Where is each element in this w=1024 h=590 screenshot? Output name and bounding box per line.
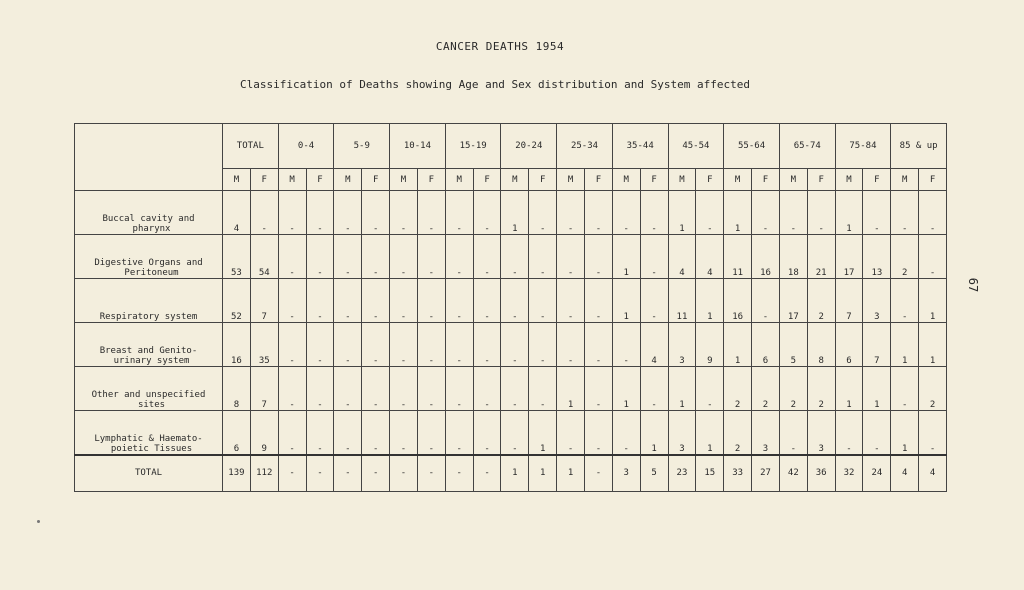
table-cell: 3 bbox=[752, 411, 780, 455]
total-cell: 112 bbox=[250, 455, 278, 492]
total-cell: - bbox=[306, 455, 334, 492]
page-number: 67 bbox=[966, 277, 981, 293]
table-cell: 1 bbox=[891, 323, 919, 367]
sex-header-female: F bbox=[807, 169, 835, 191]
table-cell: - bbox=[390, 235, 418, 279]
total-cell: 23 bbox=[668, 455, 696, 492]
sex-header-female: F bbox=[585, 169, 613, 191]
table-cell: - bbox=[445, 235, 473, 279]
sex-header-male: M bbox=[445, 169, 473, 191]
table-cell: 8 bbox=[223, 367, 251, 411]
table-cell: 7 bbox=[250, 367, 278, 411]
table-cell: 35 bbox=[250, 323, 278, 367]
total-cell: 5 bbox=[640, 455, 668, 492]
total-cell: 36 bbox=[807, 455, 835, 492]
table-cell: - bbox=[390, 191, 418, 235]
sex-header-male: M bbox=[334, 169, 362, 191]
total-cell: 33 bbox=[724, 455, 752, 492]
row-label bbox=[75, 235, 223, 279]
table-cell: - bbox=[362, 191, 390, 235]
table-cell: - bbox=[501, 279, 529, 323]
table-cell: - bbox=[278, 235, 306, 279]
total-cell: - bbox=[417, 455, 445, 492]
age-group-header: 55-64 bbox=[724, 124, 780, 169]
table-cell: - bbox=[501, 411, 529, 455]
table-cell: - bbox=[473, 323, 501, 367]
table-cell: - bbox=[585, 235, 613, 279]
table-cell: - bbox=[585, 367, 613, 411]
table-cell: 1 bbox=[529, 411, 557, 455]
total-cell: 4 bbox=[919, 455, 947, 492]
age-group-header: 5-9 bbox=[334, 124, 390, 169]
total-cell: 32 bbox=[835, 455, 863, 492]
table-cell: - bbox=[278, 367, 306, 411]
table-cell: 1 bbox=[863, 367, 891, 411]
table-cell: 1 bbox=[835, 191, 863, 235]
table-cell: - bbox=[390, 279, 418, 323]
sex-header-male: M bbox=[278, 169, 306, 191]
table-cell: - bbox=[473, 191, 501, 235]
row-label bbox=[75, 323, 223, 367]
table-cell: - bbox=[640, 279, 668, 323]
table-cell: - bbox=[473, 367, 501, 411]
table-cell: 1 bbox=[696, 279, 724, 323]
sex-header-female: F bbox=[752, 169, 780, 191]
table-cell: - bbox=[640, 191, 668, 235]
table-cell: - bbox=[612, 411, 640, 455]
table-cell: 13 bbox=[863, 235, 891, 279]
sex-header-female: F bbox=[640, 169, 668, 191]
table-cell: 2 bbox=[724, 367, 752, 411]
row-label-line1: Lymphatic & Haemato- bbox=[94, 433, 203, 444]
table-row bbox=[75, 323, 947, 367]
table-cell: - bbox=[445, 411, 473, 455]
table-cell: - bbox=[807, 191, 835, 235]
table-cell: 16 bbox=[223, 323, 251, 367]
table-cell: - bbox=[696, 191, 724, 235]
table-cell: 9 bbox=[696, 323, 724, 367]
table-cell: 4 bbox=[223, 191, 251, 235]
table-cell: - bbox=[334, 367, 362, 411]
table-cell: - bbox=[640, 367, 668, 411]
table-cell: - bbox=[919, 191, 947, 235]
age-group-header: TOTAL bbox=[223, 124, 279, 169]
row-label-line2: sites bbox=[137, 400, 166, 410]
sex-header-male: M bbox=[779, 169, 807, 191]
scan-speck bbox=[37, 520, 40, 523]
table-cell: - bbox=[557, 235, 585, 279]
sex-header-male: M bbox=[223, 169, 251, 191]
table-cell: 2 bbox=[891, 235, 919, 279]
age-group-header: 85 & up bbox=[891, 124, 947, 169]
table-cell: - bbox=[752, 191, 780, 235]
table-cell: - bbox=[445, 279, 473, 323]
table-row bbox=[75, 411, 947, 455]
table-cell: - bbox=[362, 235, 390, 279]
age-group-header: 75-84 bbox=[835, 124, 891, 169]
table-cell: - bbox=[362, 411, 390, 455]
row-label bbox=[75, 367, 223, 411]
total-cell: 1 bbox=[557, 455, 585, 492]
cancer-deaths-table bbox=[74, 123, 947, 492]
total-cell: 15 bbox=[696, 455, 724, 492]
table-cell: 6 bbox=[223, 411, 251, 455]
table-cell: 17 bbox=[779, 279, 807, 323]
table-cell: 1 bbox=[501, 191, 529, 235]
table-cell: - bbox=[417, 279, 445, 323]
age-group-header: 25-34 bbox=[557, 124, 613, 169]
table-cell: - bbox=[891, 279, 919, 323]
table-cell: - bbox=[891, 367, 919, 411]
total-cell: 1 bbox=[501, 455, 529, 492]
table-cell: - bbox=[529, 323, 557, 367]
table-cell: - bbox=[863, 191, 891, 235]
age-group-header: 45-54 bbox=[668, 124, 724, 169]
table-row bbox=[75, 235, 947, 279]
table-cell: - bbox=[306, 191, 334, 235]
total-label: TOTAL bbox=[75, 455, 223, 492]
total-row bbox=[75, 455, 947, 492]
table-cell: - bbox=[919, 235, 947, 279]
table-cell: 9 bbox=[250, 411, 278, 455]
table-cell: - bbox=[557, 191, 585, 235]
sex-header-male: M bbox=[835, 169, 863, 191]
table-cell: - bbox=[390, 323, 418, 367]
row-label bbox=[75, 279, 223, 323]
header-corner bbox=[75, 124, 223, 191]
table-cell: 21 bbox=[807, 235, 835, 279]
total-cell: 27 bbox=[752, 455, 780, 492]
table-cell: 1 bbox=[612, 279, 640, 323]
table-cell: 2 bbox=[779, 367, 807, 411]
row-label-line2: urinary system bbox=[113, 356, 190, 366]
table-cell: - bbox=[334, 411, 362, 455]
sex-header-male: M bbox=[612, 169, 640, 191]
table-cell: - bbox=[752, 279, 780, 323]
table-cell: 1 bbox=[668, 191, 696, 235]
table-cell: 1 bbox=[919, 279, 947, 323]
table-subtitle: Classification of Deaths showing Age and Sex distribution and System affected bbox=[240, 78, 750, 91]
table-cell: 16 bbox=[752, 235, 780, 279]
table-cell: - bbox=[919, 411, 947, 455]
total-cell: 1 bbox=[529, 455, 557, 492]
table-cell: - bbox=[445, 191, 473, 235]
row-label-line1: Buccal cavity and bbox=[102, 214, 195, 224]
age-group-header: 0-4 bbox=[278, 124, 334, 169]
table-cell: - bbox=[557, 323, 585, 367]
table-cell: - bbox=[696, 367, 724, 411]
age-group-header: 65-74 bbox=[779, 124, 835, 169]
table-cell: - bbox=[445, 367, 473, 411]
total-cell: 24 bbox=[863, 455, 891, 492]
table-cell: 1 bbox=[640, 411, 668, 455]
table-cell: 4 bbox=[668, 235, 696, 279]
table-cell: - bbox=[278, 191, 306, 235]
table-cell: 1 bbox=[891, 411, 919, 455]
table-cell: - bbox=[417, 235, 445, 279]
row-label-line1: Breast and Genito- bbox=[99, 346, 198, 356]
table-cell: 53 bbox=[223, 235, 251, 279]
sex-header-male: M bbox=[891, 169, 919, 191]
table-cell: 1 bbox=[612, 235, 640, 279]
table-cell: - bbox=[501, 323, 529, 367]
table-cell: - bbox=[306, 235, 334, 279]
age-group-header: 15-19 bbox=[445, 124, 501, 169]
table-cell: - bbox=[863, 411, 891, 455]
table-cell: - bbox=[306, 279, 334, 323]
table-cell: - bbox=[250, 191, 278, 235]
table-cell: 16 bbox=[724, 279, 752, 323]
table-row bbox=[75, 367, 947, 411]
row-label-line1: Respiratory system bbox=[99, 312, 198, 322]
table-cell: 1 bbox=[835, 367, 863, 411]
table-cell: - bbox=[529, 235, 557, 279]
total-cell: - bbox=[445, 455, 473, 492]
sex-header-female: F bbox=[919, 169, 947, 191]
row-label-line1: Other and unspecified bbox=[91, 390, 206, 400]
total-cell: 139 bbox=[223, 455, 251, 492]
sex-header-male: M bbox=[390, 169, 418, 191]
table-cell: - bbox=[278, 323, 306, 367]
table-cell: 6 bbox=[835, 323, 863, 367]
table-cell: - bbox=[779, 191, 807, 235]
row-label-line2: pharynx bbox=[132, 224, 171, 234]
table-cell: - bbox=[306, 367, 334, 411]
table-cell: - bbox=[557, 411, 585, 455]
table-cell: - bbox=[779, 411, 807, 455]
table-cell: - bbox=[529, 191, 557, 235]
table-cell: - bbox=[640, 235, 668, 279]
table-cell: - bbox=[362, 279, 390, 323]
table-cell: - bbox=[612, 191, 640, 235]
table-cell: - bbox=[334, 191, 362, 235]
table-cell: - bbox=[585, 191, 613, 235]
total-cell: - bbox=[390, 455, 418, 492]
sex-header-female: F bbox=[473, 169, 501, 191]
table-cell: 3 bbox=[668, 411, 696, 455]
table-cell: - bbox=[529, 279, 557, 323]
sex-header-female: F bbox=[306, 169, 334, 191]
sex-header-male: M bbox=[557, 169, 585, 191]
table-cell: 1 bbox=[696, 411, 724, 455]
sex-header-male: M bbox=[501, 169, 529, 191]
table-cell: 4 bbox=[696, 235, 724, 279]
table-cell: 7 bbox=[250, 279, 278, 323]
age-group-header: 10-14 bbox=[390, 124, 446, 169]
total-cell: - bbox=[278, 455, 306, 492]
table-cell: - bbox=[585, 279, 613, 323]
table-cell: 2 bbox=[752, 367, 780, 411]
table-cell: 18 bbox=[779, 235, 807, 279]
table-cell: 54 bbox=[250, 235, 278, 279]
table-cell: 11 bbox=[668, 279, 696, 323]
table-row bbox=[75, 279, 947, 323]
table-cell: - bbox=[278, 279, 306, 323]
table-cell: 7 bbox=[863, 323, 891, 367]
table-cell: 1 bbox=[557, 367, 585, 411]
total-cell: - bbox=[473, 455, 501, 492]
sex-header-male: M bbox=[668, 169, 696, 191]
table-cell: - bbox=[278, 411, 306, 455]
table-cell: - bbox=[891, 191, 919, 235]
table-cell: - bbox=[362, 323, 390, 367]
table-cell: - bbox=[835, 411, 863, 455]
page-title: CANCER DEATHS 1954 bbox=[435, 40, 565, 53]
table-cell: - bbox=[334, 323, 362, 367]
table-cell: 2 bbox=[807, 367, 835, 411]
table-cell: 4 bbox=[640, 323, 668, 367]
total-cell: - bbox=[362, 455, 390, 492]
table-cell: 1 bbox=[919, 323, 947, 367]
table-cell: - bbox=[501, 367, 529, 411]
table-cell: - bbox=[585, 411, 613, 455]
table-cell: - bbox=[501, 235, 529, 279]
table-cell: - bbox=[585, 323, 613, 367]
sex-header-female: F bbox=[362, 169, 390, 191]
total-cell: 3 bbox=[612, 455, 640, 492]
table-cell: 6 bbox=[752, 323, 780, 367]
total-cell: - bbox=[585, 455, 613, 492]
table-cell: - bbox=[473, 411, 501, 455]
table-cell: 2 bbox=[724, 411, 752, 455]
table-cell: 1 bbox=[612, 367, 640, 411]
table-cell: 3 bbox=[807, 411, 835, 455]
table-cell: 3 bbox=[863, 279, 891, 323]
table-cell: - bbox=[334, 279, 362, 323]
table-cell: 2 bbox=[919, 367, 947, 411]
row-label-line2: Peritoneum bbox=[124, 268, 179, 278]
table-cell: 7 bbox=[835, 279, 863, 323]
sex-header-female: F bbox=[696, 169, 724, 191]
table-cell: - bbox=[473, 235, 501, 279]
row-label-line1: Digestive Organs and bbox=[94, 258, 203, 268]
table-cell: - bbox=[529, 367, 557, 411]
table-cell: - bbox=[390, 411, 418, 455]
table-cell: 5 bbox=[779, 323, 807, 367]
sex-header-female: F bbox=[417, 169, 445, 191]
sex-header-female: F bbox=[529, 169, 557, 191]
sex-header-male: M bbox=[724, 169, 752, 191]
table-cell: - bbox=[306, 323, 334, 367]
table-cell: - bbox=[306, 411, 334, 455]
table-cell: - bbox=[390, 367, 418, 411]
table-cell: 11 bbox=[724, 235, 752, 279]
table-cell: - bbox=[612, 323, 640, 367]
table-cell: - bbox=[473, 279, 501, 323]
sex-header-female: F bbox=[250, 169, 278, 191]
table-cell: 52 bbox=[223, 279, 251, 323]
table-cell: 2 bbox=[807, 279, 835, 323]
table-cell: - bbox=[334, 235, 362, 279]
table-cell: 3 bbox=[668, 323, 696, 367]
table-cell: - bbox=[417, 323, 445, 367]
row-label bbox=[75, 411, 223, 455]
table-cell: 1 bbox=[724, 323, 752, 367]
row-label-line2: poietic Tissues bbox=[110, 443, 193, 454]
table-row bbox=[75, 191, 947, 235]
total-cell: 42 bbox=[779, 455, 807, 492]
table-cell: 17 bbox=[835, 235, 863, 279]
row-label bbox=[75, 191, 223, 235]
total-cell: 4 bbox=[891, 455, 919, 492]
table-cell: 1 bbox=[668, 367, 696, 411]
total-cell: - bbox=[334, 455, 362, 492]
sex-header-female: F bbox=[863, 169, 891, 191]
table-cell: 1 bbox=[724, 191, 752, 235]
table-cell: - bbox=[417, 411, 445, 455]
table-cell: - bbox=[417, 191, 445, 235]
table-cell: - bbox=[362, 367, 390, 411]
age-group-header: 35-44 bbox=[612, 124, 668, 169]
table-cell: 8 bbox=[807, 323, 835, 367]
table-cell: - bbox=[445, 323, 473, 367]
table-cell: - bbox=[557, 279, 585, 323]
table-cell: - bbox=[417, 367, 445, 411]
age-group-header: 20-24 bbox=[501, 124, 557, 169]
